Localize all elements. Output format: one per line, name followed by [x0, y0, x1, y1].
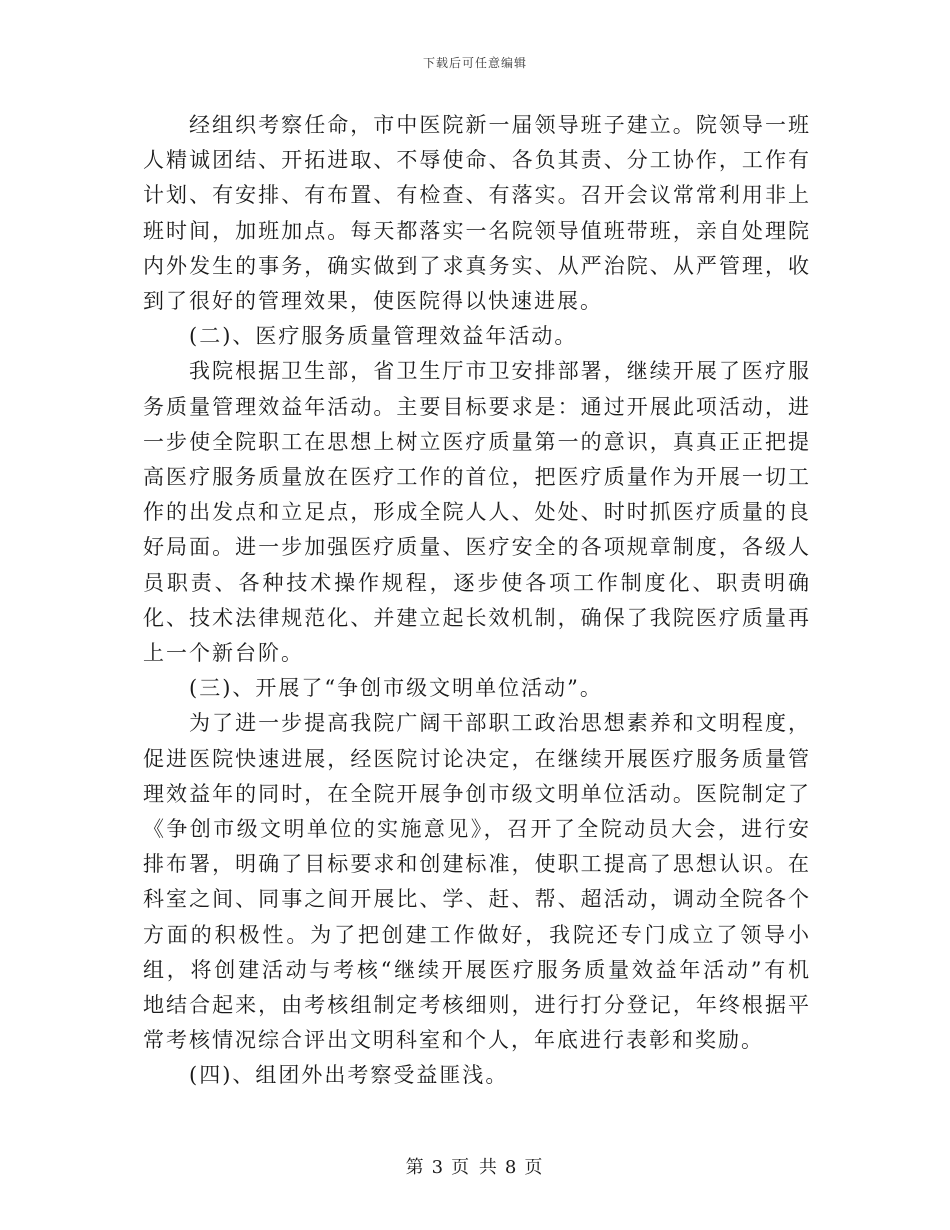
footer-suffix: 页 — [524, 1157, 545, 1178]
page-footer — [0, 1153, 950, 1179]
paragraph-quality-year: 我院根据卫生部，省卫生厅市卫安排部署，继续开展了医疗服务质量管理效益年活动。主要目标要求是：通过开展此项活动，进一步使全院职工在思想上树立医疗质量第一的意识，真真正正把提高医疗服务质量放在医疗工作的首位，把医疗质量作为开展一切工作的出发点和立足点，形成全院人人、处处、时时抓医疗质量的良好局面。进一步加强医疗质量、医疗安全的各项规章制度，各级人员职责、各种技术操作规程，逐步使各项工作制度化、职责明确化、技术法律规范化、并建立起长效机制，确保了我院医疗质量再上一个新台阶。 — [143, 359, 811, 666]
footer-current-page: 3 — [431, 1157, 446, 1178]
paragraph-leadership: 经组织考察任命，市中医院新一届领导班子建立。院领导一班人精诚团结、开拓进取、不辱使命、各负其责、分工协作，工作有计划、有安排、有布置、有检查、有落实。召开会议常常利用非上班时间，加班加点。每天都落实一名院领导值班带班，亲自处理院内外发生的事务，确实做到了求真务实、从严治院、从严管理，收到了很好的管理效果，使医院得以快速进展。 — [143, 113, 811, 314]
section-heading-4: (四)、组团外出考察受益匪浅。 — [189, 1063, 509, 1088]
footer-middle: 页 共 — [451, 1157, 499, 1178]
section-heading-2: (二)、医疗服务质量管理效益年活动。 — [189, 324, 578, 349]
page-header-note: 下载后可任意编辑 — [422, 56, 527, 70]
paragraph-civilized-unit: 为了进一步提高我院广阔干部职工政治思想素养和文明程度，促进医院快速进展，经医院讨论决定，在继续开展医疗服务质量管理效益年的同时，在全院开展争创市级文明单位活动。医院制定了《争创市级文明单位的实施意见》，召开了全院动员大会，进行安排布署，明确了目标要求和创建标准，使职工提高了思想认识。在科室之间、同事之间开展比、学、赶、帮、超活动，调动全院各个方面的积极性。为了把创建工作做好，我院还专门成立了领导小组，将创建活动与考核“继续开展医疗服务质量效益年活动”有机地结合起来，由考核组制定考核细则，进行打分登记，年终根据平常考核情况综合评出文明科室和个人，年底进行表彰和奖励。 — [143, 711, 811, 1053]
footer-prefix: 第 — [405, 1157, 426, 1178]
section-heading-3: (三)、开展了“争创市级文明单位活动”。 — [189, 676, 603, 701]
document-body — [143, 108, 811, 1094]
footer-total-pages: 8 — [504, 1157, 519, 1178]
